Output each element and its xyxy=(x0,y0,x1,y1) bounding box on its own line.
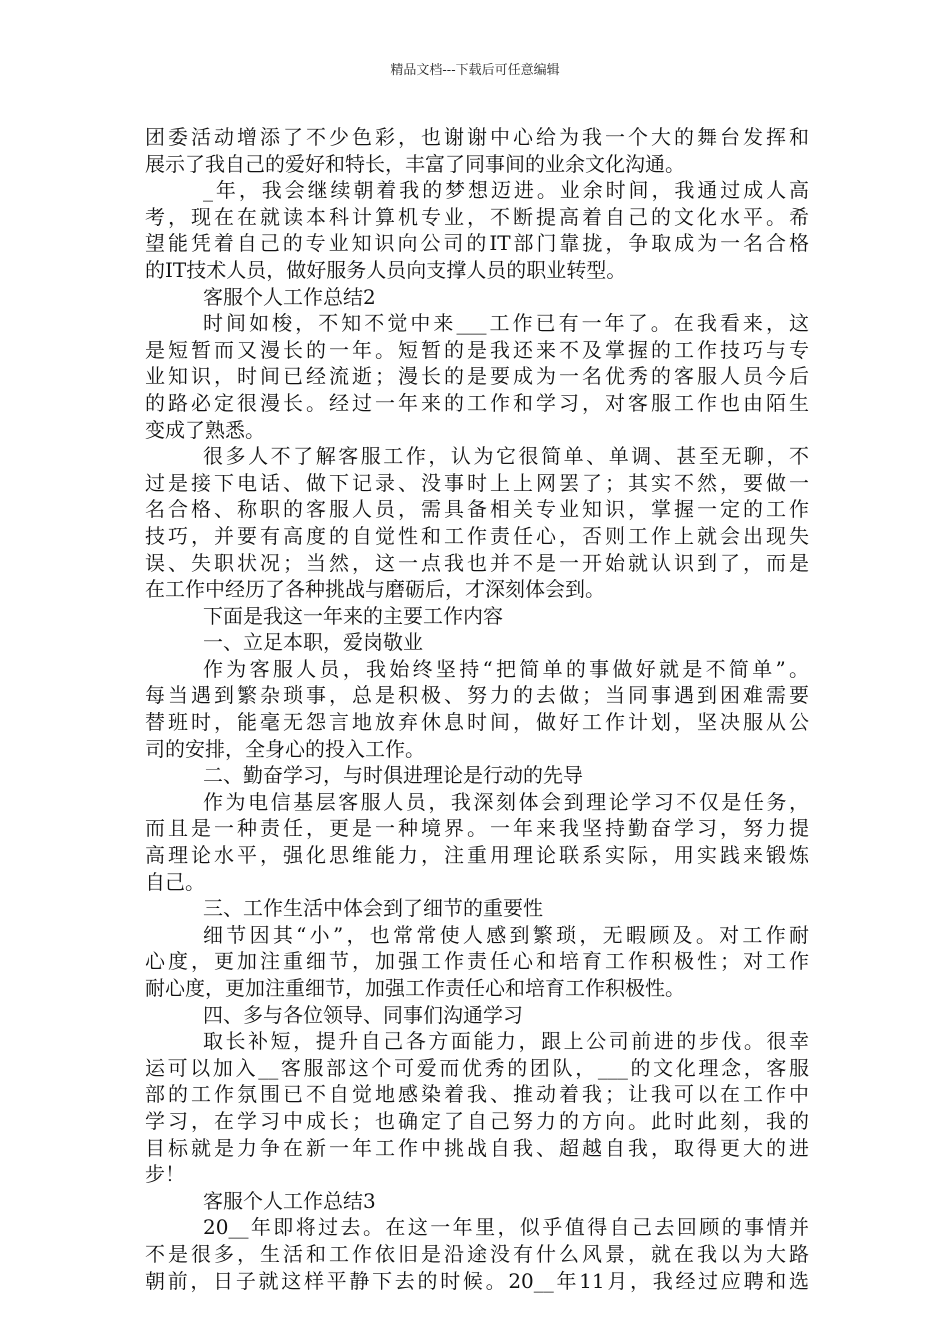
text-line: 名合格、称职的客服人员，需具备相关专业知识，掌握一定的工作 xyxy=(145,497,809,522)
text-line: 每当遇到繁杂琐事，总是积极、努力的去做；当同事遇到困难需要 xyxy=(145,683,809,708)
text-line: 客服个人工作总结2 xyxy=(203,284,376,309)
text-line: 技巧，并要有高度的自觉性和工作责任心，否则工作上就会出现失 xyxy=(145,523,809,548)
text-line: 考，现在在就读本科计算机专业，不断提高着自己的文化水平。希 xyxy=(145,204,809,229)
text-line: 不是很多，生活和工作依旧是沿途没有什么风景，就在我以为大路 xyxy=(145,1241,809,1266)
text-line: 一、立足本职，爱岗敬业 xyxy=(203,630,423,655)
text-line: 业知识，时间已经流逝；漫长的是要成为一名优秀的客服人员今后 xyxy=(145,364,809,389)
text-line: 高理论水平，强化思维能力，注重用理论联系实际，用实践来锻炼 xyxy=(145,843,809,868)
text-line: 过是接下电话、做下记录、没事时上上网罢了；其实不然，要做一 xyxy=(145,470,809,495)
text-line: 步！ xyxy=(145,1162,185,1187)
text-line: _年，我会继续朝着我的梦想迈进。业余时间，我通过成人高 xyxy=(203,178,809,203)
page-header: 精品文档---下载后可任意编辑 xyxy=(390,63,560,78)
text-line: 三、工作生活中体会到了细节的重要性 xyxy=(203,896,543,921)
text-line: 是短暂而又漫长的一年。短暂的是我还来不及掌握的工作技巧与专 xyxy=(145,337,809,362)
text-line: 误、失职状况；当然，这一点我也并不是一开始就认识到了，而是 xyxy=(145,550,809,575)
document-body xyxy=(145,124,809,1294)
text-line: 而且是一种责任，更是一种境界。一年来我坚持勤奋学习，努力提 xyxy=(145,816,809,841)
text-line: 的IT技术人员，做好服务人员向支撑人员的职业转型。 xyxy=(145,257,627,282)
text-line: 20__年即将过去。在这一年里，似乎值得自己去回顾的事情并 xyxy=(203,1215,809,1240)
text-line: 取长补短，提升自己各方面能力，跟上公司前进的步伐。很幸 xyxy=(203,1029,809,1054)
text-line: 耐心度，更加注重细节，加强工作责任心和培育工作积极性。 xyxy=(145,976,685,1000)
text-line: 目标就是力争在新一年工作中挑战自我、超越自我，取得更大的进 xyxy=(145,1135,809,1160)
text-line: 学习，在学习中成长；也确定了自己努力的方向。此时此刻，我的 xyxy=(145,1108,809,1133)
text-line: 四、多与各位领导、同事们沟通学习 xyxy=(203,1002,523,1027)
text-line: 望能凭着自己的专业知识向公司的IT部门靠拢，争取成为一名合格 xyxy=(145,231,809,256)
text-line: 在工作中经历了各种挑战与磨砺后，才深刻体会到。 xyxy=(145,577,605,602)
text-line: 朝前，日子就这样平静下去的时候。20__年11月，我经过应聘和选 xyxy=(145,1268,809,1293)
text-line: 作为电信基层客服人员，我深刻体会到理论学习不仅是任务， xyxy=(203,789,809,814)
text-line: 作为客服人员，我始终坚持“把简单的事做好就是不简单”。 xyxy=(203,656,809,681)
text-line: 自己。 xyxy=(145,869,205,894)
text-line: 细节因其“小”，也常常使人感到繁琐，无暇顾及。对工作耐 xyxy=(203,922,809,947)
text-line: 很多人不了解客服工作，认为它很简单、单调、甚至无聊，不 xyxy=(203,444,809,469)
text-line: 客服个人工作总结3 xyxy=(203,1188,376,1213)
text-line: 的路必定很漫长。经过一年来的工作和学习，对客服工作也由陌生 xyxy=(145,390,809,415)
text-line: 团委活动增添了不少色彩，也谢谢中心给为我一个大的舞台发挥和 xyxy=(145,125,809,149)
text-line: 展示了我自己的爱好和特长，丰富了同事间的业余文化沟通。 xyxy=(145,151,685,176)
text-line: 心度，更加注重细节，加强工作责任心和培育工作积极性；对工作 xyxy=(145,949,809,974)
text-line: 替班时，能毫无怨言地放弃休息时间，做好工作计划，坚决服从公 xyxy=(145,710,809,735)
text-line: 运可以加入__客服部这个可爱而优秀的团队，___的文化理念，客服 xyxy=(145,1055,809,1080)
text-line: 部的工作氛围已不自觉地感染着我、推动着我；让我可以在工作中 xyxy=(145,1082,809,1107)
text-line: 二、勤奋学习，与时俱进理论是行动的先导 xyxy=(203,763,583,788)
text-line: 下面是我这一年来的主要工作内容 xyxy=(203,603,503,628)
text-line: 时间如梭，不知不觉中来___工作已有一年了。在我看来，这 xyxy=(203,311,809,336)
text-line: 司的安排，全身心的投入工作。 xyxy=(145,736,425,761)
text-line: 变成了熟悉。 xyxy=(145,417,265,442)
